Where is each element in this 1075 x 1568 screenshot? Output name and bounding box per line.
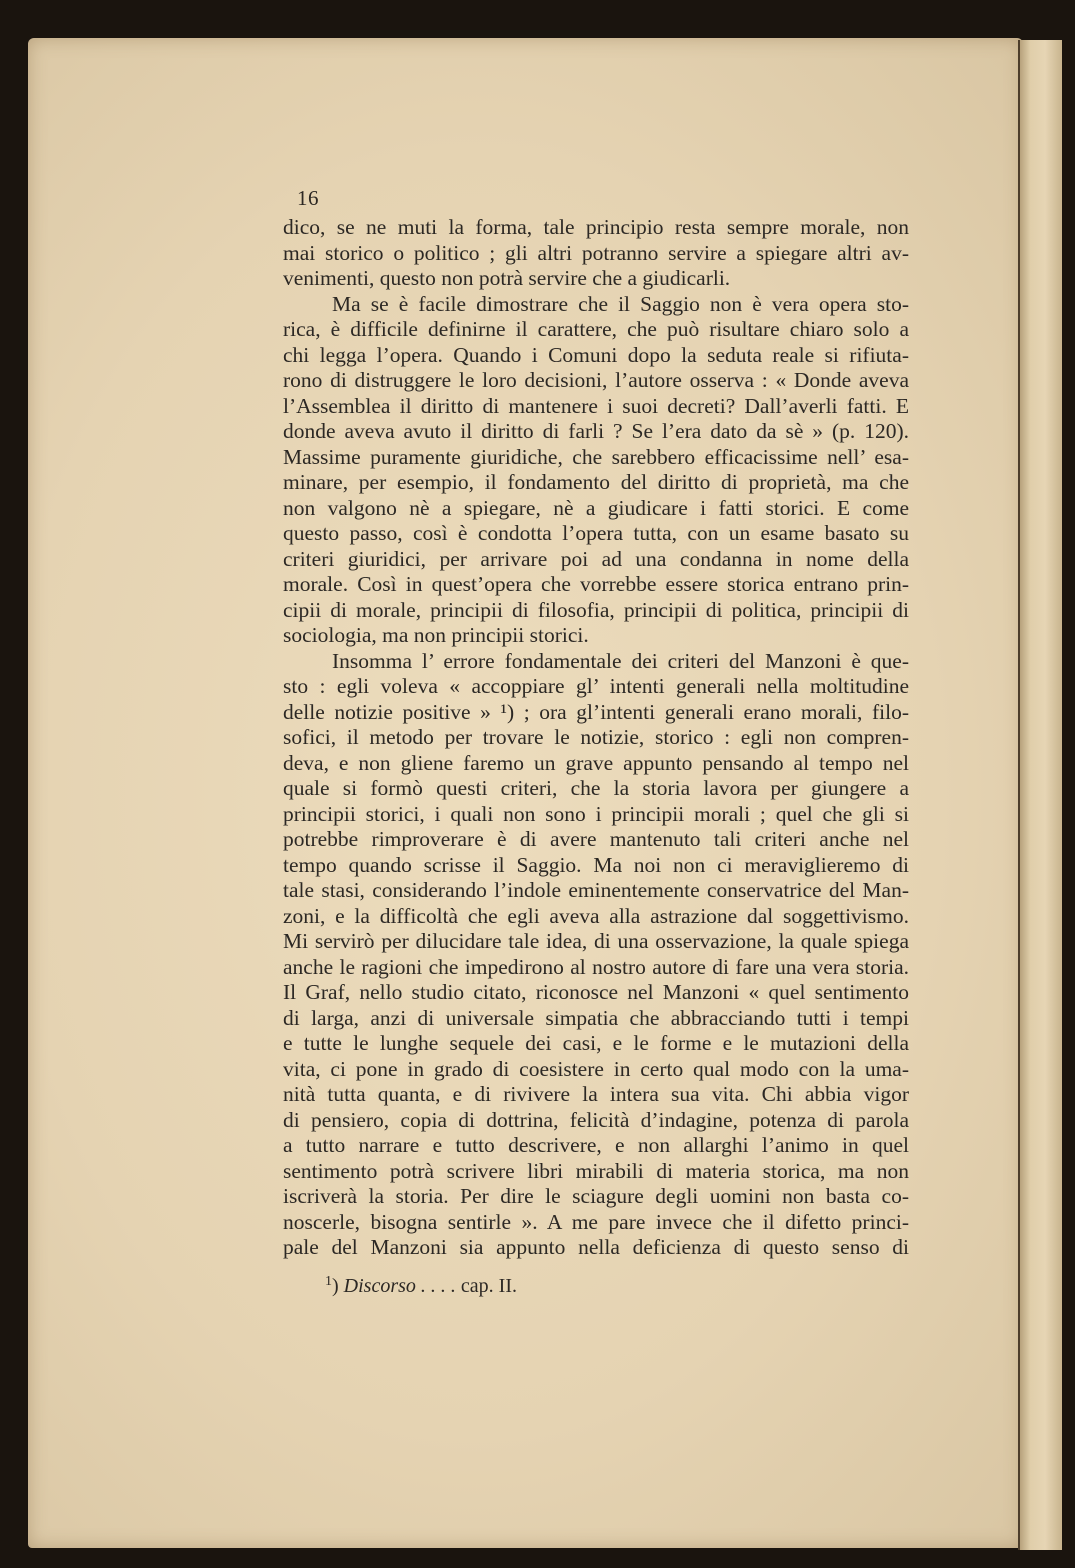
text-line: di pensiero, copia di dottrina, felicità d’indagine, potenza di parola — [283, 1107, 909, 1132]
text-line: chi legga l’opera. Quando i Comuni dopo la seduta reale si rifiuta- — [283, 342, 909, 367]
text-line: minare, per esempio, il fondamento del diritto di proprietà, ma che — [283, 470, 909, 494]
body-text — [283, 215, 909, 1261]
text-line: rono di distruggere le loro decisioni, l’autore osserva : « Donde aveva — [283, 368, 909, 392]
text-line: pale del Manzoni sia appunto nella deficienza di questo senso di — [283, 1235, 909, 1259]
text-line: l’Assemblea il diritto di mantenere i suoi decreti? Dall’averli fatti. E — [283, 393, 909, 418]
text-line: Massime puramente giuridiche, che sarebbero efficacissime nell’ esa- — [283, 444, 909, 469]
text-line: nità tutta quanta, e di rivivere la intera sua vita. Chi abbia vigor — [283, 1082, 909, 1106]
text-line: dico, se ne muti la forma, tale principio resta sempre morale, non — [283, 215, 909, 239]
text-line: Il Graf, nello studio citato, riconosce nel Manzoni « quel sentimento — [283, 980, 909, 1004]
text-line: di larga, anzi di universale simpatia che abbracciando tutti i tempi — [283, 1005, 909, 1030]
text-line: non valgono nè a spiegare, nè a giudicare i fatti storici. E come — [283, 495, 909, 520]
text-line: rica, è difficile definirne il carattere, che può risultare chiaro solo a — [283, 317, 909, 341]
text-line: sto : egli voleva « accoppiare gl’ intenti generali nella moltitudine — [283, 674, 909, 698]
text-line: deva, e non gliene faremo un grave appunto pensando al tempo nel — [283, 750, 909, 775]
text-line: iscriverà la storia. Per dire le sciagure degli uomini non basta co- — [283, 1184, 909, 1208]
footnote-marker: 1 — [325, 1274, 332, 1289]
text-line: Insomma l’ errore fondamentale dei criteri del Manzoni è que- — [332, 648, 909, 673]
footnote-title: Discorso . . . . — [343, 1275, 456, 1297]
text-line: sociologia, ma non principii storici. — [283, 623, 589, 647]
text-line: principii storici, i quali non sono i principii morali ; quel che gli si — [283, 801, 909, 826]
text-line: donde aveva avuto il diritto di farli ? Se l’era dato da sè » (p. 120). — [283, 419, 909, 443]
text-line: cipii di morale, principii di filosofia, principii di politica, principii di — [283, 597, 909, 622]
text-line: tempo quando scrisse il Saggio. Ma noi non ci meraviglieremo di — [283, 852, 909, 877]
text-line: potrebbe rimproverare è di avere mantenuto tali criteri anche nel — [283, 827, 909, 851]
page-number: 16 — [297, 186, 319, 210]
text-line: noscerle, bisogna sentirle ». A me pare invece che il difetto princi- — [283, 1209, 909, 1234]
footnote-paren: ) — [332, 1275, 344, 1297]
text-line: Mi servirò per dilucidare tale idea, di una osservazione, la quale spiega — [283, 929, 909, 953]
text-line: e tutte le lunghe sequele dei casi, e le forme e le mutazioni della — [283, 1031, 909, 1055]
text-line: tale stasi, considerando l’indole eminentemente conservatrice del Man- — [283, 878, 909, 902]
text-line: Ma se è facile dimostrare che il Saggio non è vera opera sto- — [332, 291, 909, 316]
text-line: delle notizie positive » ¹) ; ora gl’intenti generali erano morali, filo- — [283, 699, 909, 724]
text-line: venimenti, questo non potrà servire che a giudicarli. — [283, 266, 731, 290]
text-line: criteri giuridici, per arrivare poi ad una condanna in nome della — [283, 546, 909, 571]
text-line: questo passo, così è condotta l’opera tutta, con un esame basato su — [283, 521, 909, 545]
text-line: quale si formò questi criteri, che la storia lavora per giungere a — [283, 776, 909, 800]
text-line: vita, ci pone in grado di coesistere in certo qual modo con la uma- — [283, 1056, 909, 1081]
text-line: morale. Così in quest’opera che vorrebbe essere storica entrano prin- — [283, 572, 909, 596]
footnote-rest: cap. II. — [455, 1275, 517, 1297]
text-line: anche le ragioni che impedirono al nostro autore di fare una vera storia. — [283, 954, 909, 979]
text-line: sofici, il metodo per trovare le notizie, storico : egli non compren- — [283, 725, 909, 749]
text-line: mai storico o politico ; gli altri potranno servire a spiegare altri av- — [283, 240, 909, 265]
text-line: sentimento potrà scrivere libri mirabili di materia storica, ma non — [283, 1158, 909, 1183]
footnote — [325, 1274, 517, 1298]
text-line: zoni, e la difficoltà che egli aveva alla astrazione dal soggettivismo. — [283, 903, 909, 928]
page-edge — [1018, 40, 1062, 1550]
text-line: a tutto narrare e tutto descrivere, e non allarghi l’animo in quel — [283, 1133, 909, 1157]
